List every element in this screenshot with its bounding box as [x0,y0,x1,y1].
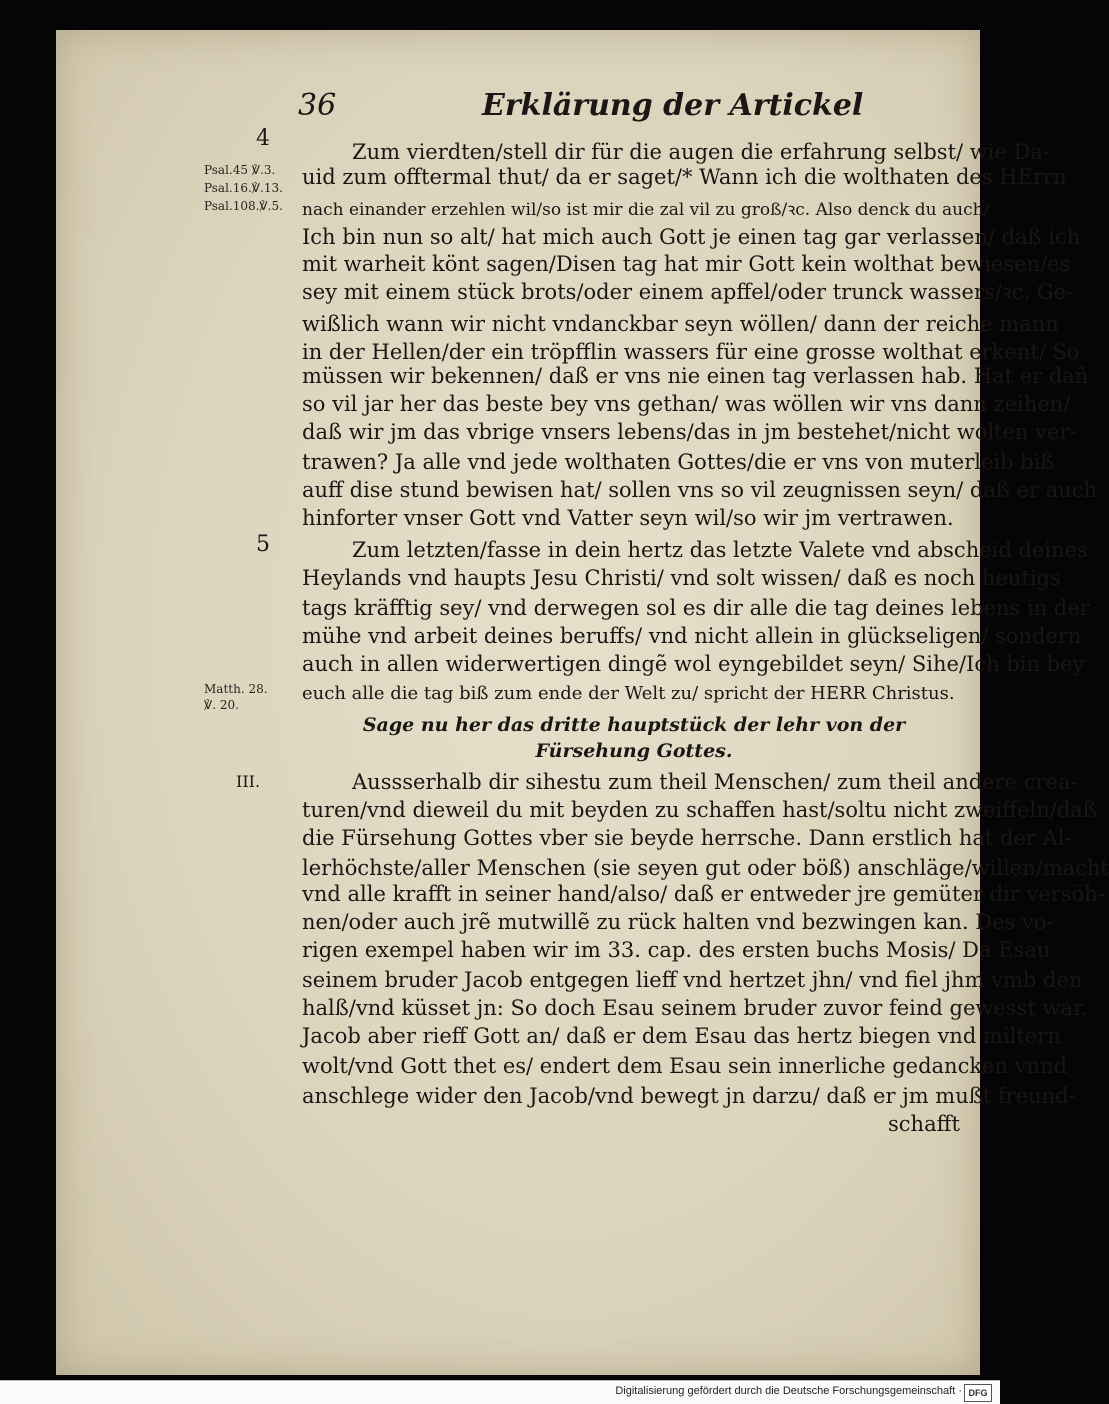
text-line: Ich bin nun so alt/ hat mich auch Gott je einen tag gar verlassen/ daß ich [302,225,1081,249]
text-line: auff dise stund bewisen hat/ sollen vns so vil zeugnissen seyn/ daß er auch [302,478,1098,502]
text-line: seinem bruder Jacob entgegen lieff vnd hertzet jhn/ vnd fiel jhm vmb den [302,968,1083,992]
section-heading-line-2: Fürsehung Gottes. [535,740,733,762]
text-line: die Fürsehung Gottes vber sie beyde herrsche. Dann erstlich hat der Al‑ [302,826,1072,850]
text-line: auch in allen widerwertigen dingẽ wol eyngebildet seyn/ Sihe/Ich bin bey [302,652,1085,676]
footer-credit: Digitalisierung gefördert durch die Deutsche Forschungsgemeinschaft · [615,1385,962,1397]
running-header: Erklärung der Artickel [482,88,864,123]
text-line: mit warheit könt sagen/Disen tag hat mir Gott kein wolthat bewiesen/es [302,252,1071,276]
text-line: sey mit einem stück brots/oder einem apffel/oder trunck wassers/ꝛc. Ge‑ [302,280,1074,304]
footer-bar [0,1380,1000,1404]
margin-ref-matthew: Matth. 28. [204,682,268,696]
text-line: müssen wir bekennen/ daß er vns nie einen tag verlassen hab. Hat er dañ [302,364,1089,388]
text-line: so vil jar her das beste bey vns gethan/ was wöllen wir vns dann zeihen/ [302,392,1071,416]
margin-number-4: 4 [256,126,270,151]
text-line: wolt/vnd Gott thet es/ endert dem Esau sein innerliche gedancken vnnd [302,1054,1068,1078]
text-line: halß/vnd küsset jn: So doch Esau seinem bruder zuvor feind gewesst war. [302,996,1088,1020]
text-line: in der Hellen/der ein tröpfflin wassers für eine grosse wolthat erkent/ So [302,340,1080,364]
page-number: 36 [298,88,337,123]
section-heading-line-1: Sage nu her das dritte hauptstück der lehr von der [362,714,906,736]
text-line: daß wir jm das vbrige vnsers lebens/das in jm bestehet/nicht wolten ver‑ [302,420,1077,444]
dfg-logo-icon: DFG [964,1384,992,1402]
margin-ref-psalm-108: Psal.108.℣.5. [204,199,283,213]
text-line: wißlich wann wir nicht vndanckbar seyn wöllen/ dann der reiche mann [302,312,1059,336]
text-line: Aussserhalb dir sihestu zum theil Menschen/ zum theil andere crea‑ [352,770,1078,794]
text-line: uid zum offtermal thut/ da er saget/* Wann ich die wolthaten des HErrn [302,165,1067,189]
text-line: euch alle die tag biß zum ende der Welt zu/ spricht der HERR Christus. [302,683,955,704]
margin-number-5: 5 [256,532,270,557]
margin-ref-matthew-verse: ℣. 20. [204,698,239,712]
text-line: anschlege wider den Jacob/vnd bewegt jn darzu/ daß er jm mußt freund‑ [302,1084,1076,1108]
text-line: nen/oder auch jrẽ mutwillẽ zu rück halten vnd bezwingen kan. Des vo‑ [302,910,1054,934]
text-line: rigen exempel haben wir im 33. cap. des ersten buchs Mosis/ Da Esau [302,938,1051,962]
text-line: mühe vnd arbeit deines beruffs/ vnd nicht allein in glückseligen/ sondern [302,624,1082,648]
text-line: Heylands vnd haupts Jesu Christi/ vnd solt wissen/ daß es noch heutigs [302,566,1061,590]
text-line: Zum vierdten/stell dir für die augen die erfahrung selbst/ wie Da‑ [352,140,1051,164]
text-line: Zum letzten/fasse in dein hertz das letzte Valete vnd abscheid deines [352,538,1088,562]
text-line: hinforter vnser Gott vnd Vatter seyn wil/so wir jm vertrawen. [302,506,954,530]
margin-ref-psalm-145: Psal.45 ℣.3. [204,163,276,177]
margin-number-3: III. [236,772,261,791]
text-line: vnd alle krafft in seiner hand/also/ daß er entweder jre gemüter dir versöh‑ [302,882,1105,906]
text-line: tags kräfftig sey/ vnd derwegen sol es dir alle die tag deines lebens in der [302,596,1090,620]
margin-ref-psalm-16: Psal.16.℣.13. [204,181,283,195]
text-line: lerhöchste/aller Menschen (sie seyen gut oder böß) anschläge/willen/macht [302,856,1109,880]
text-line: turen/vnd dieweil du mit beyden zu schaffen hast/soltu nicht zweiffeln/daß [302,798,1097,822]
text-line: nach einander erzehlen wil/so ist mir die zal vil zu groß/ꝛc. Also denck du auch/ [302,200,990,220]
catchword: schafft [888,1112,960,1136]
text-line: Jacob aber rieff Gott an/ daß er dem Esau das hertz biegen vnd miltern [302,1024,1061,1048]
text-line: trawen? Ja alle vnd jede wolthaten Gottes/die er vns von muterleib biß [302,450,1055,474]
